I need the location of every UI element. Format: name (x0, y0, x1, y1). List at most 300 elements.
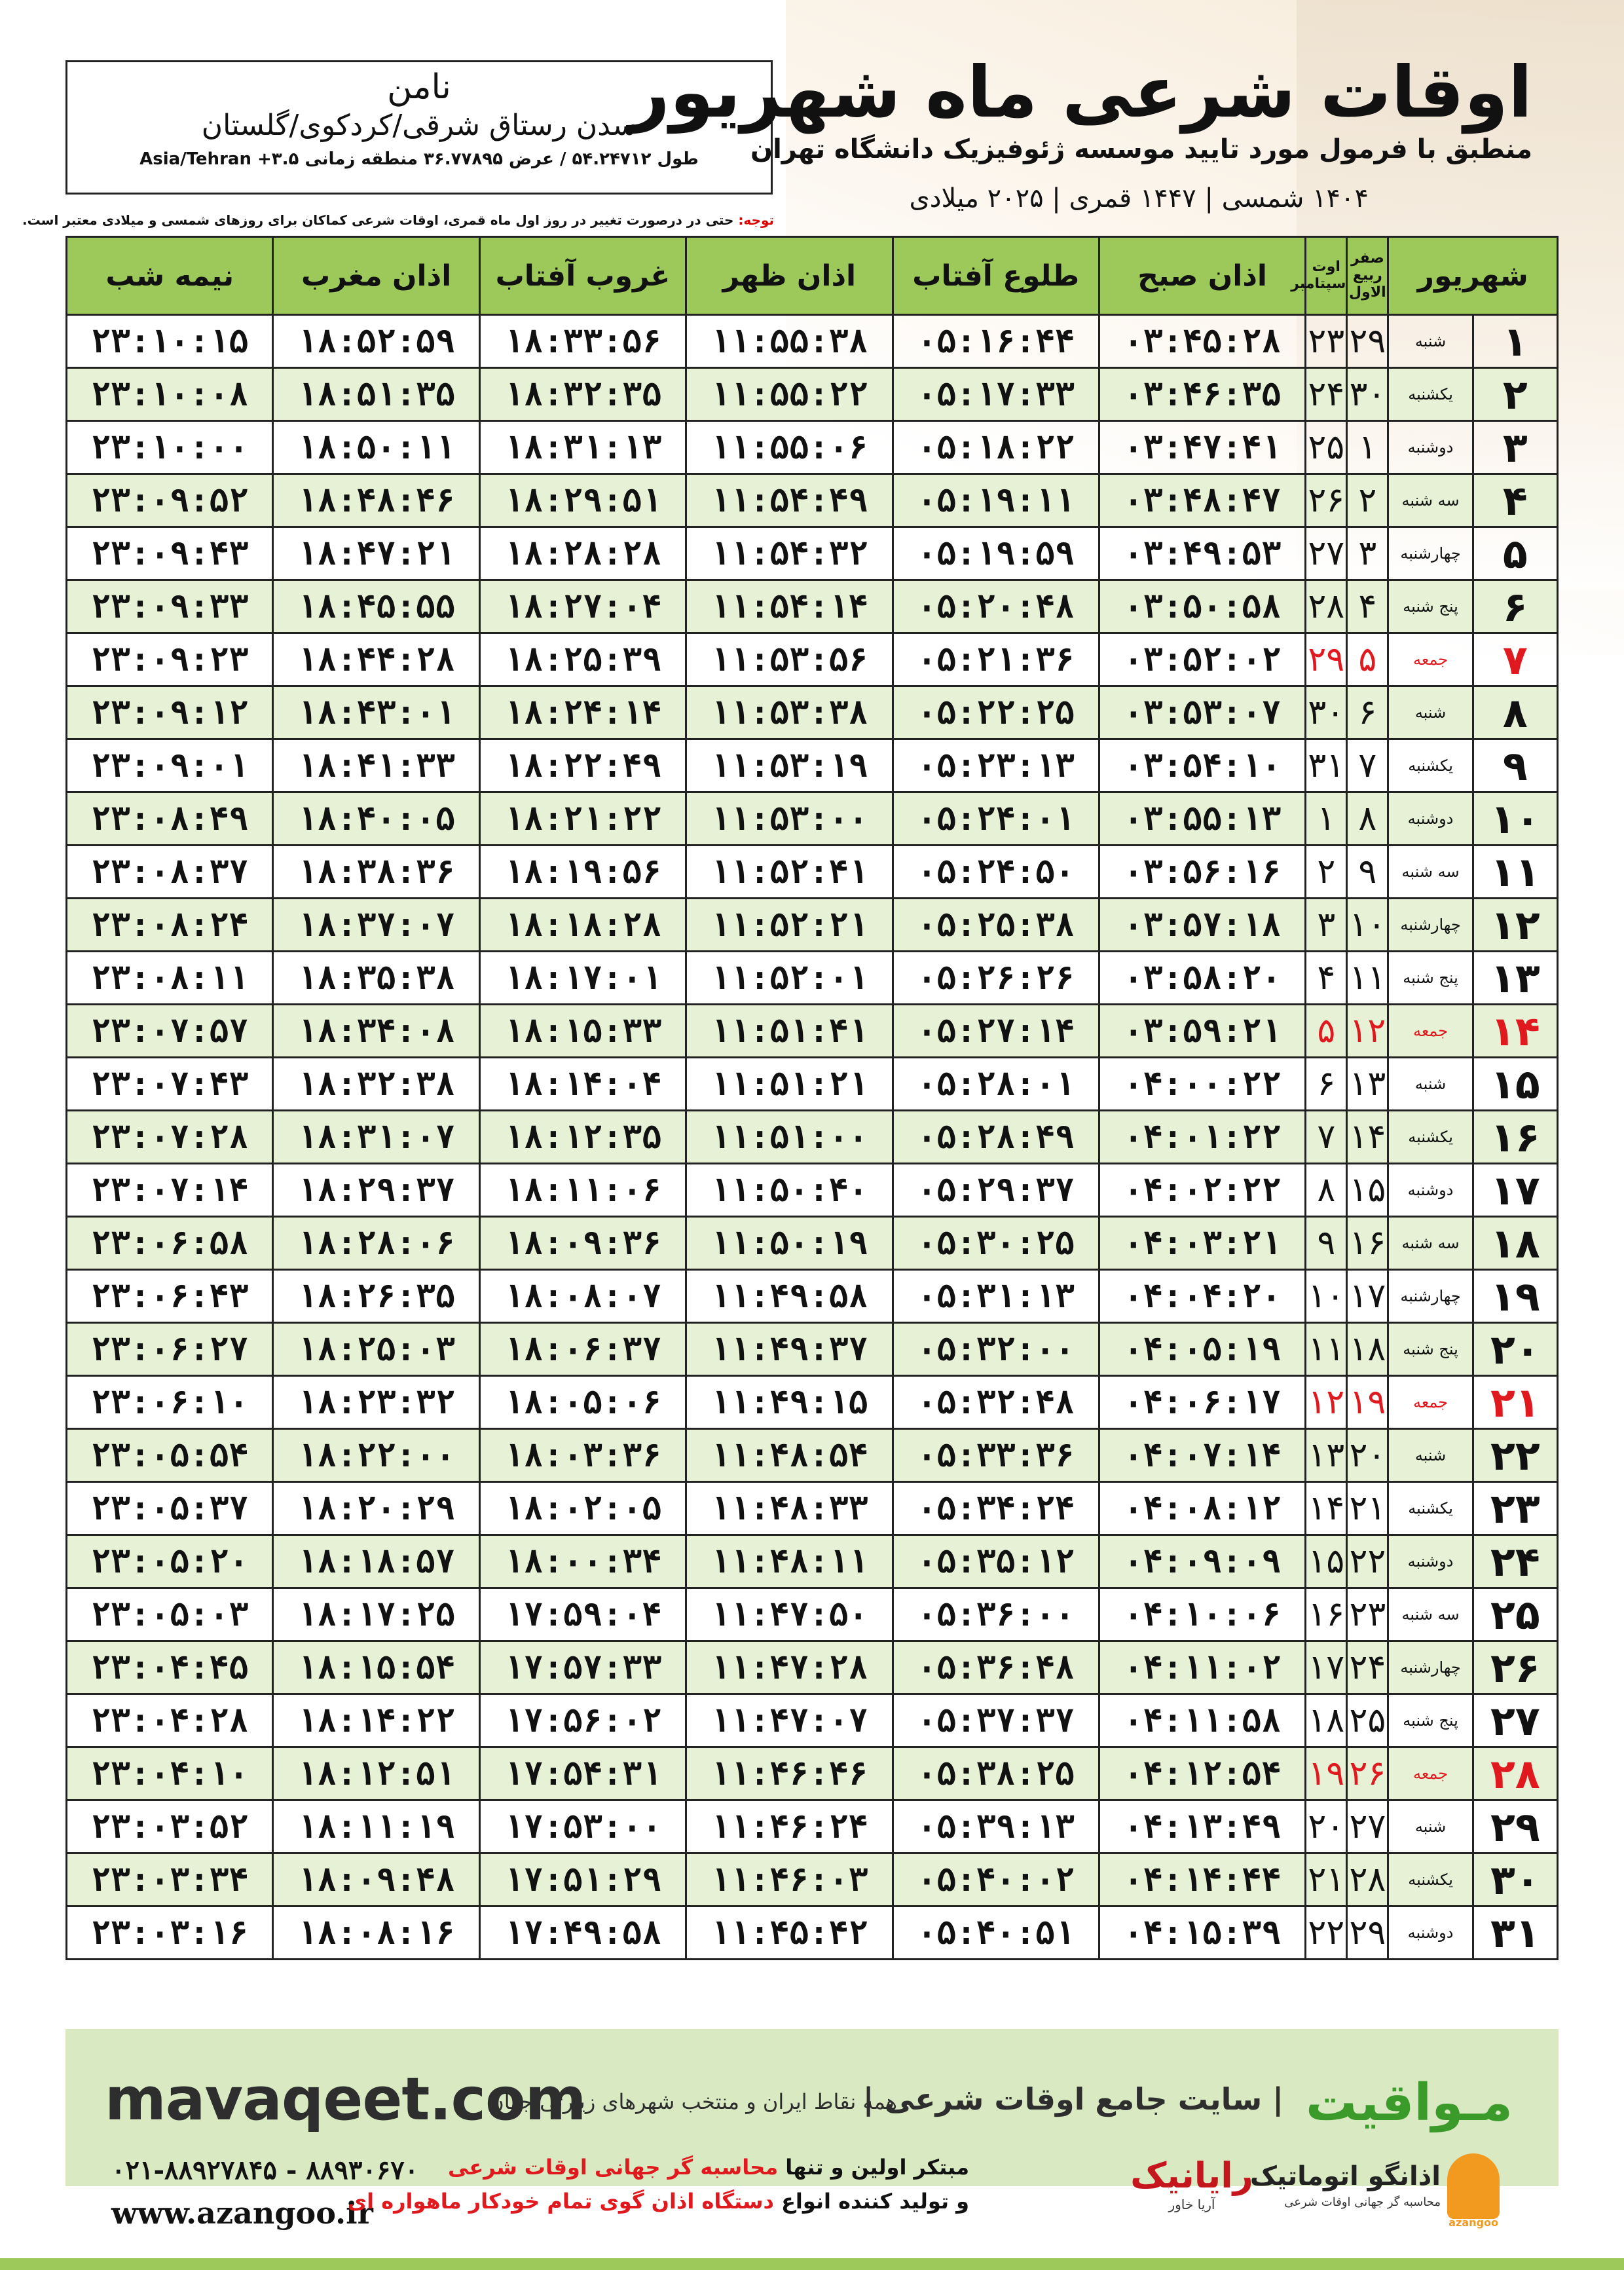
table-row (67, 1853, 1558, 1907)
site-url[interactable]: mavaqeet.com (105, 2065, 586, 2134)
row-sunset: ۱۸:۱۷:۰۱ (479, 952, 686, 1005)
row-sunrise: ۰۵:۲۹:۳۷ (893, 1164, 1099, 1217)
row-weekday: سه شنبه (1388, 1588, 1473, 1641)
row-gregorian: ۱۳ (1306, 1429, 1347, 1482)
table-row (67, 1111, 1558, 1164)
row-dhuhr: ۱۱:۵۳:۵۶ (686, 633, 893, 686)
row-maghrib: ۱۸:۰۹:۴۸ (273, 1853, 479, 1907)
row-sunset: ۱۷:۵۳:۰۰ (479, 1800, 686, 1853)
page-subtitle: منطبق با فرمول مورد تایید موسسه ژئوفیزیک دانشگاه تهران (750, 134, 1532, 164)
row-maghrib: ۱۸:۴۱:۳۳ (273, 739, 479, 792)
table-row (67, 315, 1558, 368)
row-maghrib: ۱۸:۳۴:۰۸ (273, 1005, 479, 1058)
table-row (67, 1270, 1558, 1323)
row-fajr: ۰۴:۱۱:۰۲ (1099, 1641, 1305, 1694)
row-fajr: ۰۳:۵۰:۵۸ (1099, 580, 1305, 633)
table-row (67, 1058, 1558, 1111)
row-midnight: ۲۳:۰۹:۴۳ (67, 527, 273, 580)
row-fajr: ۰۳:۴۵:۲۸ (1099, 315, 1305, 368)
row-fajr: ۰۳:۵۸:۲۰ (1099, 952, 1305, 1005)
row-hijri: ۱۸ (1347, 1323, 1388, 1376)
row-day: ۲۸ (1473, 1747, 1557, 1800)
row-sunrise: ۰۵:۲۵:۳۸ (893, 899, 1099, 952)
row-sunset: ۱۷:۵۶:۰۲ (479, 1694, 686, 1747)
row-midnight: ۲۳:۰۵:۵۴ (67, 1429, 273, 1482)
row-sunset: ۱۸:۱۴:۰۴ (479, 1058, 686, 1111)
row-midnight: ۲۳:۱۰:۰۸ (67, 368, 273, 421)
row-sunset: ۱۸:۰۸:۰۷ (479, 1270, 686, 1323)
row-day: ۲۶ (1473, 1641, 1557, 1694)
row-day: ۲۲ (1473, 1429, 1557, 1482)
row-weekday: یکشنبه (1388, 1853, 1473, 1907)
row-day: ۷ (1473, 633, 1557, 686)
azangoo-mark-icon (1447, 2153, 1500, 2219)
row-weekday: دوشنبه (1388, 1535, 1473, 1588)
raynik-logo-sub: آریا خاور (1168, 2197, 1215, 2212)
row-hijri: ۲۴ (1347, 1641, 1388, 1694)
row-hijri: ۸ (1347, 792, 1388, 846)
row-weekday: جمعه (1388, 1747, 1473, 1800)
row-fajr: ۰۴:۰۸:۱۲ (1099, 1482, 1305, 1535)
table-row (67, 1694, 1558, 1747)
row-midnight: ۲۳:۰۹:۱۲ (67, 686, 273, 739)
table-row (67, 421, 1558, 474)
row-hijri: ۱۹ (1347, 1376, 1388, 1429)
row-sunrise: ۰۵:۱۹:۱۱ (893, 474, 1099, 527)
row-weekday: یکشنبه (1388, 1482, 1473, 1535)
row-sunrise: ۰۵:۳۲:۰۰ (893, 1323, 1099, 1376)
row-sunrise: ۰۵:۱۸:۲۲ (893, 421, 1099, 474)
row-dhuhr: ۱۱:۴۹:۳۷ (686, 1323, 893, 1376)
row-midnight: ۲۳:۰۴:۱۰ (67, 1747, 273, 1800)
row-midnight: ۲۳:۰۵:۳۷ (67, 1482, 273, 1535)
row-maghrib: ۱۸:۲۲:۰۰ (273, 1429, 479, 1482)
row-dhuhr: ۱۱:۵۴:۴۹ (686, 474, 893, 527)
header-month: شهریور (1388, 237, 1558, 315)
row-gregorian: ۸ (1306, 1164, 1347, 1217)
row-sunset: ۱۸:۳۳:۵۶ (479, 315, 686, 368)
row-dhuhr: ۱۱:۴۹:۱۵ (686, 1376, 893, 1429)
row-day: ۶ (1473, 580, 1557, 633)
header-greg-line1: اوت (1312, 259, 1340, 275)
notice-text: حتی در درصورت تغییر در روز اول ماه قمری، اوقات شرعی کماکان برای روزهای شمسی و میلادی معتبر است. (22, 212, 739, 228)
row-day: ۴ (1473, 474, 1557, 527)
row-dhuhr: ۱۱:۵۳:۰۰ (686, 792, 893, 846)
row-maghrib: ۱۸:۳۵:۳۸ (273, 952, 479, 1005)
row-sunset: ۱۸:۲۲:۴۹ (479, 739, 686, 792)
row-sunrise: ۰۵:۴۰:۰۲ (893, 1853, 1099, 1907)
row-maghrib: ۱۸:۲۹:۳۷ (273, 1164, 479, 1217)
row-day: ۱۶ (1473, 1111, 1557, 1164)
calendar-years: ۱۴۰۴ شمسی | ۱۴۴۷ قمری | ۲۰۲۵ میلادی (909, 183, 1369, 214)
row-dhuhr: ۱۱:۴۵:۴۲ (686, 1907, 893, 1960)
row-maghrib: ۱۸:۳۸:۳۶ (273, 846, 479, 899)
row-sunset: ۱۸:۱۸:۲۸ (479, 899, 686, 952)
row-fajr: ۰۴:۰۱:۲۲ (1099, 1111, 1305, 1164)
row-sunrise: ۰۵:۳۰:۲۵ (893, 1217, 1099, 1270)
table-row (67, 1800, 1558, 1853)
row-maghrib: ۱۸:۳۲:۳۸ (273, 1058, 479, 1111)
table-row (67, 1535, 1558, 1588)
row-fajr: ۰۴:۰۲:۲۲ (1099, 1164, 1305, 1217)
table-row (67, 633, 1558, 686)
website-link[interactable]: www.azangoo.ir (111, 2195, 373, 2231)
row-sunrise: ۰۵:۳۶:۰۰ (893, 1588, 1099, 1641)
row-gregorian: ۱ (1306, 792, 1347, 846)
row-day: ۱۵ (1473, 1058, 1557, 1111)
table-row (67, 1005, 1558, 1058)
row-hijri: ۲۶ (1347, 1747, 1388, 1800)
row-weekday: چهارشنبه (1388, 1641, 1473, 1694)
row-midnight: ۲۳:۰۴:۴۵ (67, 1641, 273, 1694)
row-gregorian: ۲۶ (1306, 474, 1347, 527)
row-maghrib: ۱۸:۱۵:۵۴ (273, 1641, 479, 1694)
table-row (67, 1429, 1558, 1482)
row-hijri: ۱۶ (1347, 1217, 1388, 1270)
header-dhuhr: اذان ظهر (686, 237, 893, 315)
row-gregorian: ۳ (1306, 899, 1347, 952)
row-gregorian: ۶ (1306, 1058, 1347, 1111)
promo-1-text: مبتکر اولین و تنها (778, 2155, 969, 2180)
row-day: ۹ (1473, 739, 1557, 792)
table-row (67, 1376, 1558, 1429)
row-dhuhr: ۱۱:۵۱:۰۰ (686, 1111, 893, 1164)
row-fajr: ۰۴:۰۰:۲۲ (1099, 1058, 1305, 1111)
row-fajr: ۰۳:۵۴:۱۰ (1099, 739, 1305, 792)
row-fajr: ۰۳:۵۳:۰۷ (1099, 686, 1305, 739)
header-hijri (1347, 237, 1388, 315)
row-gregorian: ۲۱ (1306, 1853, 1347, 1907)
row-fajr: ۰۳:۴۶:۳۵ (1099, 368, 1305, 421)
row-gregorian: ۷ (1306, 1111, 1347, 1164)
row-maghrib: ۱۸:۲۸:۰۶ (273, 1217, 479, 1270)
row-sunset: ۱۷:۵۹:۰۴ (479, 1588, 686, 1641)
row-dhuhr: ۱۱:۵۲:۰۱ (686, 952, 893, 1005)
row-gregorian: ۱۲ (1306, 1376, 1347, 1429)
row-midnight: ۲۳:۰۸:۳۷ (67, 846, 273, 899)
table-row (67, 527, 1558, 580)
row-fajr: ۰۴:۰۴:۲۰ (1099, 1270, 1305, 1323)
row-sunrise: ۰۵:۱۷:۳۳ (893, 368, 1099, 421)
row-dhuhr: ۱۱:۵۱:۲۱ (686, 1058, 893, 1111)
row-hijri: ۲۵ (1347, 1694, 1388, 1747)
row-maghrib: ۱۸:۳۱:۰۷ (273, 1111, 479, 1164)
row-sunset: ۱۸:۳۲:۳۵ (479, 368, 686, 421)
row-dhuhr: ۱۱:۵۵:۳۸ (686, 315, 893, 368)
header-midnight: نیمه شب (67, 237, 273, 315)
row-weekday: دوشنبه (1388, 792, 1473, 846)
table-row (67, 1641, 1558, 1694)
row-gregorian: ۲۹ (1306, 633, 1347, 686)
row-weekday: جمعه (1388, 633, 1473, 686)
location-region: سدن رستاق شرقی/کردکوی/گلستان (201, 109, 637, 142)
row-dhuhr: ۱۱:۴۷:۵۰ (686, 1588, 893, 1641)
row-sunset: ۱۸:۰۳:۳۶ (479, 1429, 686, 1482)
row-weekday: چهارشنبه (1388, 899, 1473, 952)
row-day: ۲۵ (1473, 1588, 1557, 1641)
row-day: ۱۷ (1473, 1164, 1557, 1217)
row-maghrib: ۱۸:۵۲:۵۹ (273, 315, 479, 368)
row-dhuhr: ۱۱:۵۴:۳۲ (686, 527, 893, 580)
notice-label: توجه: (738, 212, 774, 228)
row-weekday: سه شنبه (1388, 474, 1473, 527)
row-sunrise: ۰۵:۱۶:۴۴ (893, 315, 1099, 368)
row-midnight: ۲۳:۰۳:۳۴ (67, 1853, 273, 1907)
row-hijri: ۱۱ (1347, 952, 1388, 1005)
row-sunrise: ۰۵:۲۰:۴۸ (893, 580, 1099, 633)
row-sunrise: ۰۵:۳۴:۲۴ (893, 1482, 1099, 1535)
row-weekday: پنج شنبه (1388, 1323, 1473, 1376)
row-sunset: ۱۸:۰۰:۳۴ (479, 1535, 686, 1588)
row-sunset: ۱۷:۵۷:۳۳ (479, 1641, 686, 1694)
header-fajr: اذان صبح (1099, 237, 1305, 315)
row-maghrib: ۱۸:۱۷:۲۵ (273, 1588, 479, 1641)
row-weekday: دوشنبه (1388, 1907, 1473, 1960)
azangoo-logo-latin: azangoo (1449, 2216, 1498, 2229)
row-fajr: ۰۴:۱۰:۰۶ (1099, 1588, 1305, 1641)
row-sunrise: ۰۵:۲۲:۲۵ (893, 686, 1099, 739)
promo-line-2 (348, 2189, 969, 2214)
location-coordinates: طول ۵۴.۲۴۷۱۲ / عرض ۳۶.۷۷۸۹۵ منطقه زمانی ۳.۵+ Asia/Tehran (139, 149, 699, 169)
row-weekday: دوشنبه (1388, 421, 1473, 474)
table-row (67, 1323, 1558, 1376)
table-row (67, 580, 1558, 633)
row-midnight: ۲۳:۰۹:۵۲ (67, 474, 273, 527)
header-maghrib: اذان مغرب (273, 237, 479, 315)
table-row (67, 952, 1558, 1005)
row-gregorian: ۲۳ (1306, 315, 1347, 368)
row-hijri: ۲۲ (1347, 1535, 1388, 1588)
row-fajr: ۰۳:۵۶:۱۶ (1099, 846, 1305, 899)
row-weekday: جمعه (1388, 1005, 1473, 1058)
row-sunset: ۱۸:۲۸:۲۸ (479, 527, 686, 580)
row-gregorian: ۵ (1306, 1005, 1347, 1058)
row-hijri: ۴ (1347, 580, 1388, 633)
row-gregorian: ۱۱ (1306, 1323, 1347, 1376)
row-day: ۲۷ (1473, 1694, 1557, 1747)
row-gregorian: ۴ (1306, 952, 1347, 1005)
promo-line-1 (448, 2155, 969, 2180)
row-maghrib: ۱۸:۴۷:۲۱ (273, 527, 479, 580)
row-maghrib: ۱۸:۲۰:۲۹ (273, 1482, 479, 1535)
row-weekday: پنج شنبه (1388, 952, 1473, 1005)
row-weekday: شنبه (1388, 1429, 1473, 1482)
row-gregorian: ۲۴ (1306, 368, 1347, 421)
row-day: ۱۱ (1473, 846, 1557, 899)
row-dhuhr: ۱۱:۴۷:۲۸ (686, 1641, 893, 1694)
prayer-times-table (65, 236, 1559, 1960)
row-weekday: سه شنبه (1388, 1217, 1473, 1270)
row-midnight: ۲۳:۰۵:۰۳ (67, 1588, 273, 1641)
row-hijri: ۳۰ (1347, 368, 1388, 421)
row-maghrib: ۱۸:۱۴:۲۲ (273, 1694, 479, 1747)
row-dhuhr: ۱۱:۵۰:۴۰ (686, 1164, 893, 1217)
row-hijri: ۶ (1347, 686, 1388, 739)
table-row (67, 1217, 1558, 1270)
row-dhuhr: ۱۱:۴۶:۴۶ (686, 1747, 893, 1800)
page-title: اوقات شرعی ماه شهریور (629, 52, 1532, 134)
table-row (67, 1907, 1558, 1960)
row-maghrib: ۱۸:۵۰:۱۱ (273, 421, 479, 474)
row-fajr: ۰۴:۱۱:۵۸ (1099, 1694, 1305, 1747)
row-weekday: سه شنبه (1388, 846, 1473, 899)
row-maghrib: ۱۸:۴۰:۰۵ (273, 792, 479, 846)
header-greg-line2: سپتامبر (1291, 276, 1346, 292)
row-weekday: یکشنبه (1388, 368, 1473, 421)
row-sunrise: ۰۵:۲۴:۰۱ (893, 792, 1099, 846)
bottom-bar (0, 2258, 1624, 2270)
row-day: ۲ (1473, 368, 1557, 421)
row-maghrib: ۱۸:۱۸:۵۷ (273, 1535, 479, 1588)
row-sunset: ۱۸:۲۹:۵۱ (479, 474, 686, 527)
row-sunset: ۱۸:۳۱:۱۳ (479, 421, 686, 474)
row-day: ۳ (1473, 421, 1557, 474)
row-fajr: ۰۳:۵۲:۰۲ (1099, 633, 1305, 686)
table-row (67, 739, 1558, 792)
row-day: ۱۲ (1473, 899, 1557, 952)
row-hijri: ۲۳ (1347, 1588, 1388, 1641)
row-midnight: ۲۳:۰۷:۵۷ (67, 1005, 273, 1058)
row-midnight: ۲۳:۰۷:۱۴ (67, 1164, 273, 1217)
row-sunrise: ۰۵:۳۸:۲۵ (893, 1747, 1099, 1800)
row-midnight: ۲۳:۰۴:۲۸ (67, 1694, 273, 1747)
row-dhuhr: ۱۱:۴۷:۰۷ (686, 1694, 893, 1747)
table-row (67, 686, 1558, 739)
promo-1-highlight: محاسبه گر جهانی اوقات شرعی (448, 2155, 779, 2180)
row-sunset: ۱۷:۵۱:۲۹ (479, 1853, 686, 1907)
location-name: نامن (387, 67, 451, 107)
row-dhuhr: ۱۱:۴۶:۰۳ (686, 1853, 893, 1907)
row-sunset: ۱۸:۲۱:۲۲ (479, 792, 686, 846)
row-gregorian: ۱۷ (1306, 1641, 1347, 1694)
row-hijri: ۹ (1347, 846, 1388, 899)
row-day: ۲۳ (1473, 1482, 1557, 1535)
brand-logo-text: مـواقیت (1305, 2074, 1513, 2132)
row-hijri: ۷ (1347, 739, 1388, 792)
row-fajr: ۰۳:۵۹:۲۱ (1099, 1005, 1305, 1058)
row-fajr: ۰۳:۴۸:۴۷ (1099, 474, 1305, 527)
row-gregorian: ۲۸ (1306, 580, 1347, 633)
row-weekday: دوشنبه (1388, 1164, 1473, 1217)
row-dhuhr: ۱۱:۴۸:۱۱ (686, 1535, 893, 1588)
row-sunrise: ۰۵:۱۹:۵۹ (893, 527, 1099, 580)
row-sunrise: ۰۵:۲۷:۱۴ (893, 1005, 1099, 1058)
row-maghrib: ۱۸:۱۲:۵۱ (273, 1747, 479, 1800)
row-maghrib: ۱۸:۴۳:۰۱ (273, 686, 479, 739)
promo-2-text: و تولید کننده انواع (773, 2189, 969, 2214)
row-sunrise: ۰۵:۴۰:۵۱ (893, 1907, 1099, 1960)
row-sunrise: ۰۵:۳۳:۳۶ (893, 1429, 1099, 1482)
row-sunset: ۱۸:۲۵:۳۹ (479, 633, 686, 686)
table-row (67, 1747, 1558, 1800)
row-sunrise: ۰۵:۲۸:۰۱ (893, 1058, 1099, 1111)
row-sunset: ۱۸:۰۶:۳۷ (479, 1323, 686, 1376)
row-maghrib: ۱۸:۲۶:۳۵ (273, 1270, 479, 1323)
row-day: ۳۰ (1473, 1853, 1557, 1907)
row-sunset: ۱۸:۲۴:۱۴ (479, 686, 686, 739)
header-sunrise: طلوع آفتاب (893, 237, 1099, 315)
row-fajr: ۰۴:۱۲:۵۴ (1099, 1747, 1305, 1800)
row-weekday: شنبه (1388, 686, 1473, 739)
table-row (67, 474, 1558, 527)
row-sunset: ۱۷:۴۹:۵۸ (479, 1907, 686, 1960)
row-midnight: ۲۳:۰۸:۲۴ (67, 899, 273, 952)
row-maghrib: ۱۸:۴۵:۵۵ (273, 580, 479, 633)
row-dhuhr: ۱۱:۵۰:۱۹ (686, 1217, 893, 1270)
row-midnight: ۲۳:۰۶:۲۷ (67, 1323, 273, 1376)
row-gregorian: ۲ (1306, 846, 1347, 899)
row-sunset: ۱۷:۵۴:۳۱ (479, 1747, 686, 1800)
row-sunset: ۱۸:۱۵:۳۳ (479, 1005, 686, 1058)
table-row (67, 368, 1558, 421)
row-hijri: ۱۳ (1347, 1058, 1388, 1111)
row-fajr: ۰۴:۰۳:۲۱ (1099, 1217, 1305, 1270)
row-midnight: ۲۳:۰۳:۱۶ (67, 1907, 273, 1960)
notice (22, 212, 774, 228)
row-hijri: ۱۴ (1347, 1111, 1388, 1164)
row-midnight: ۲۳:۰۹:۰۱ (67, 739, 273, 792)
row-sunrise: ۰۵:۲۱:۳۶ (893, 633, 1099, 686)
row-midnight: ۲۳:۰۶:۵۸ (67, 1217, 273, 1270)
row-sunrise: ۰۵:۳۹:۱۳ (893, 1800, 1099, 1853)
row-weekday: جمعه (1388, 1376, 1473, 1429)
row-dhuhr: ۱۱:۴۹:۵۸ (686, 1270, 893, 1323)
row-maghrib: ۱۸:۲۳:۳۲ (273, 1376, 479, 1429)
row-dhuhr: ۱۱:۵۱:۴۱ (686, 1005, 893, 1058)
row-sunrise: ۰۵:۳۵:۱۲ (893, 1535, 1099, 1588)
row-weekday: یکشنبه (1388, 739, 1473, 792)
row-day: ۲۱ (1473, 1376, 1557, 1429)
row-weekday: پنج شنبه (1388, 580, 1473, 633)
table-row (67, 1164, 1558, 1217)
row-day: ۱۳ (1473, 952, 1557, 1005)
row-day: ۲۴ (1473, 1535, 1557, 1588)
row-hijri: ۲۰ (1347, 1429, 1388, 1482)
promo-2-highlight: دستگاه اذان گوی تمام خودکار ماهواره ای (347, 2189, 774, 2214)
row-gregorian: ۱۰ (1306, 1270, 1347, 1323)
row-midnight: ۲۳:۱۰:۰۰ (67, 421, 273, 474)
row-fajr: ۰۴:۰۹:۰۹ (1099, 1535, 1305, 1588)
row-fajr: ۰۳:۴۹:۵۳ (1099, 527, 1305, 580)
azangoo-logo-sub: محاسبه گر جهانی اوقات شرعی (1284, 2195, 1441, 2209)
row-hijri: ۲۷ (1347, 1800, 1388, 1853)
header-sunset: غروب آفتاب (479, 237, 686, 315)
row-weekday: شنبه (1388, 1800, 1473, 1853)
row-midnight: ۲۳:۰۹:۲۳ (67, 633, 273, 686)
row-hijri: ۵ (1347, 633, 1388, 686)
row-gregorian: ۱۵ (1306, 1535, 1347, 1588)
row-maghrib: ۱۸:۴۸:۴۶ (273, 474, 479, 527)
row-fajr: ۰۳:۵۷:۱۸ (1099, 899, 1305, 952)
row-midnight: ۲۳:۰۷:۴۳ (67, 1058, 273, 1111)
row-dhuhr: ۱۱:۴۶:۲۴ (686, 1800, 893, 1853)
row-gregorian: ۱۹ (1306, 1747, 1347, 1800)
row-fajr: ۰۴:۰۶:۱۷ (1099, 1376, 1305, 1429)
row-dhuhr: ۱۱:۵۵:۰۶ (686, 421, 893, 474)
row-maghrib: ۱۸:۳۷:۰۷ (273, 899, 479, 952)
row-maghrib: ۱۸:۱۱:۱۹ (273, 1800, 479, 1853)
row-sunrise: ۰۵:۲۴:۵۰ (893, 846, 1099, 899)
row-sunrise: ۰۵:۲۶:۲۶ (893, 952, 1099, 1005)
row-midnight: ۲۳:۰۸:۱۱ (67, 952, 273, 1005)
row-fajr: ۰۴:۰۷:۱۴ (1099, 1429, 1305, 1482)
row-sunrise: ۰۵:۲۸:۴۹ (893, 1111, 1099, 1164)
row-hijri: ۲۱ (1347, 1482, 1388, 1535)
table-row (67, 899, 1558, 952)
row-hijri: ۱۵ (1347, 1164, 1388, 1217)
raynik-logo (1113, 2155, 1270, 2227)
azangoo-logo-name: اذانگو اتوماتیک (1249, 2161, 1441, 2191)
